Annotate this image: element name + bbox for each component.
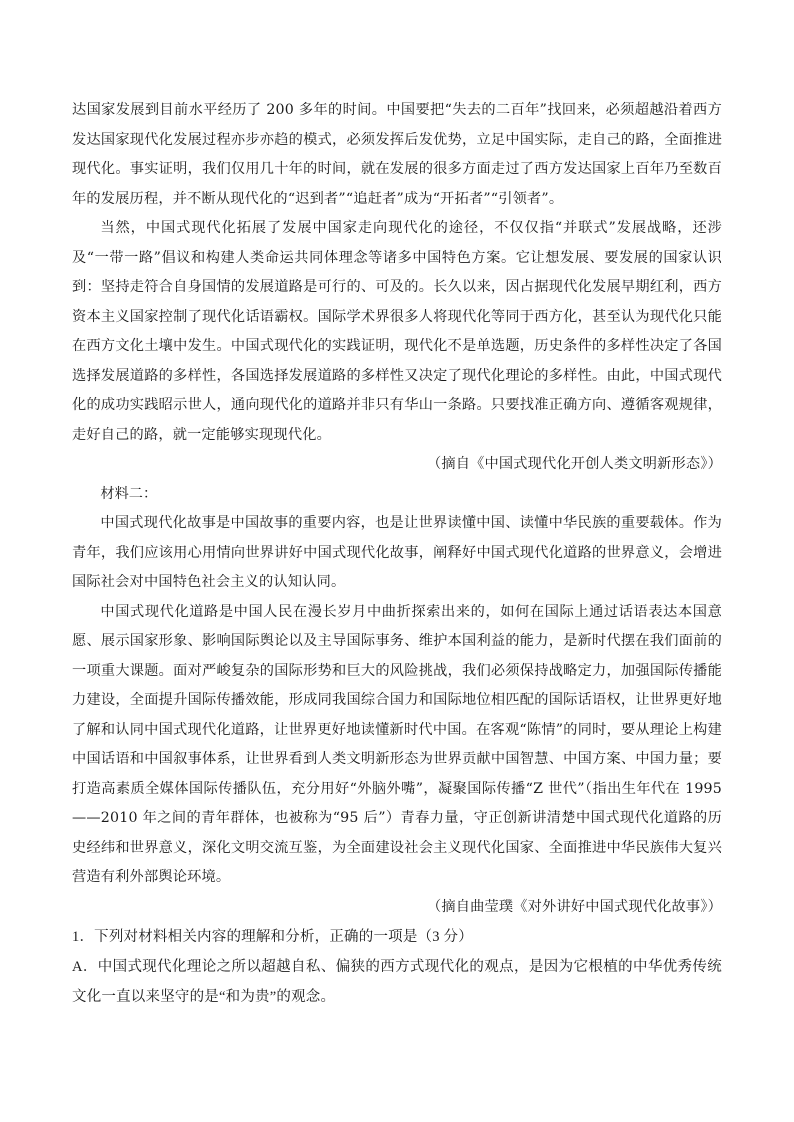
passage1-continuation: 达国家发展到目前水平经历了 200 多年的时间。中国要把“失去的二百年”找回来，必须超越沿着西方发达国家现代化发展过程亦步亦趋的模式，必须发挥后发优势，立足中国实际，走自己的路，全面推进现代化。事实证明，我们仅用几十年的时间，就在发展的很多方面走过了西方发达国家上百年乃至数百年的发展历程，并不断从现代化的“迟到者”“追赶者”成为“开拓者”“引领者”。 [72,102,722,207]
material2-paragraph: 中国式现代化道路是中国人民在漫长岁月中曲折探索出来的，如何在国际上通过话语表达本国意愿、展示国家形象、影响国际舆论以及主导国际事务、维护本国利益的能力，是新时代摆在我们面前的一项重大课题。面对严峻复杂的国际形势和巨大的风险挑战，我们必须保持战略定力，加强国际传播能力建设，全面提升国际传播效能，形成同我国综合国力和国际地位相匹配的国际话语权，让世界更好地了解和认同中国式现代化道路，让世界更好地读懂新时代中国。在客观“陈情”的同时，要从理论上构建中国话语和中国叙事体系，让世界看到人类文明新形态为世界贡献中国智慧、中国方案、中国力量；要打造高素质全媒体国际传播队伍，充分用好“外脑外嘴”，凝聚国际传播“Z 世代”（指出生年代在 1995——2010 年之间的青年群体，也被称为“95 后”）青春力量，守正创新讲清楚中国式现代化道路的历史经纬和世界意义，深化文明交流互鉴，为全面建设社会主义现代化国家、全面推进中华民族伟大复兴营造有利外部舆论环境。 [72,603,722,885]
material2-heading: 材料二： [100,485,158,502]
question-1 [72,922,722,1012]
option-a: A．中国式现代化理论之所以超越自私、偏狭的西方式现代化的观点，是因为它根植的中华优秀传统文化一直以来坚守的是“和为贵”的观念。 [72,959,722,1005]
question-stem: 1．下列对材料相关内容的理解和分析，正确的一项是（3 分） [72,929,473,945]
material2-paragraph: 中国式现代化故事是中国故事的重要内容，也是让世界读懂中国、读懂中华民族的重要载体。作为青年，我们应该用心用情向世界讲好中国式现代化故事，阐释好中国式现代化道路的世界意义，会增进国际社会对中国特色社会主义的认知认同。 [72,515,722,590]
material2-source: （摘自曲莹璞《对外讲好中国式现代化故事》） [426,898,722,915]
passage1-source: （摘自《中国式现代化开创人类文明新形态》） [426,456,722,472]
document-body [72,96,722,1012]
passage1-paragraph: 当然，中国式现代化拓展了发展中国家走向现代化的途径，不仅仅指“并联式”发展战略，还涉及“一带一路”倡议和构建人类命运共同体理念等诸多中国特色方案。它让想发展、要发展的国家认识到：坚持走符合自身国情的发展道路是可行的、可及的。长久以来，因占据现代化发展早期红利，西方资本主义国家控制了现代化话语霸权。国际学术界很多人将现代化等同于西方化，甚至认为现代化只能在西方文化土壤中发生。中国式现代化的实践证明，现代化不是单选题，历史条件的多样性决定了各国选择发展道路的多样性，各国选择发展道路的多样性又决定了现代化理论的多样性。由此，中国式现代化的成功实践昭示世人，通向现代化的道路并非只有华山一条路。只要找准正确方向、遵循客观规律，走好自己的路，就一定能够实现现代化。 [72,220,722,443]
